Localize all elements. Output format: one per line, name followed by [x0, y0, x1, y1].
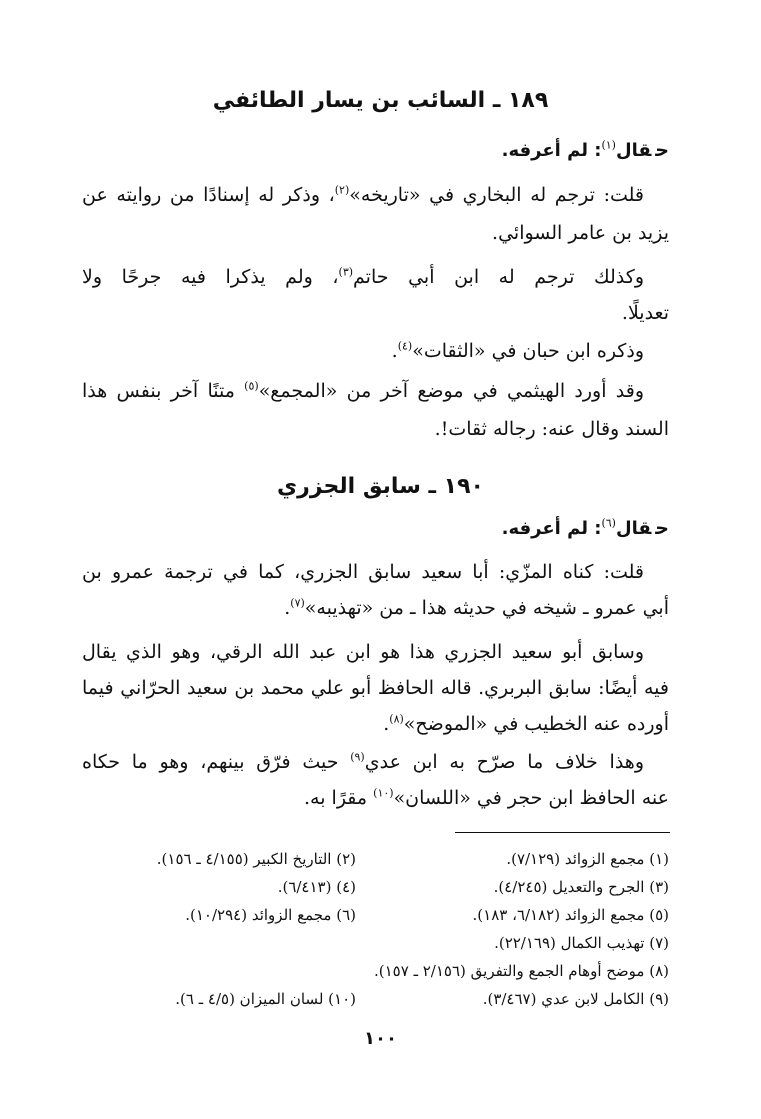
text-run: وذكره ابن حبان في «الثقات»: [412, 340, 644, 362]
footnote-ref-9: (٩): [350, 750, 365, 764]
text-run: متنًا آخر بنفس هذا: [82, 380, 245, 402]
footnote-ref-7: (٧): [290, 596, 305, 610]
entry-189-quote-line: [82, 135, 669, 166]
text-run: .: [284, 597, 291, 619]
qala-label: قال: [615, 518, 652, 539]
footnote-ref-8: (٨): [389, 712, 404, 726]
footnote-ref-5: (٥): [244, 379, 259, 393]
entry-190-paragraph-1-line-1: قلت: كناه المزّي: أبا سعيد سابق الجزري، كما في ترجمة عمرو بن: [82, 561, 644, 583]
footnote-separator: [455, 832, 670, 833]
footnote-4: (٤) (٦/٤١٣).: [277, 878, 356, 896]
footnote-6: (٦) مجمع الزوائد (١٠/٢٩٤).: [185, 906, 356, 924]
text-run: أورده عنه الخطيب في «الموضح»: [403, 713, 669, 735]
footnote-ref-10: (١٠): [373, 786, 394, 800]
bullet-marker: ح: [655, 139, 669, 161]
text-run: قلت: ترجم له البخاري في «تاريخه»: [349, 184, 645, 206]
entry-189-paragraph-2-line-2: تعديلًا.: [621, 302, 669, 324]
text-run: أبي عمرو ـ شيخه في حديثه هذا ـ من «تهذيبه»: [304, 597, 669, 619]
entry-190-paragraph-2-line-1: وسابق أبو سعيد الجزري هذا هو ابن عبد الله الرقي، وهو الذي يقال: [82, 641, 644, 663]
entry-189-paragraph-4-line-1: [82, 376, 644, 406]
entry-190-quote-line: [82, 513, 669, 544]
entry-190-paragraph-3-line-1: [82, 747, 644, 777]
text-run: وقد أورد الهيثمي في موضع آخر من «المجمع»: [258, 380, 644, 402]
entry-190-paragraph-3-line-2: [82, 783, 669, 813]
text-run: وهذا خلاف ما صرّح به ابن عدي: [364, 751, 644, 773]
entry-189-paragraph-3: [82, 336, 644, 366]
text-run: .: [391, 340, 398, 362]
entry-189-paragraph-1-line-1: [82, 180, 644, 210]
footnote-8: (٨) موضح أوهام الجمع والتفريق (٢/١٥٦ ـ ١٥٧).: [374, 962, 669, 980]
text-run: ، ولم يذكرا فيه جرحًا ولا: [82, 266, 339, 288]
entry-190-paragraph-2-line-2: فيه أيضًا: سابق البربري. قاله الحافظ أبو علي محمد بن سعيد الحرّاني فيما: [82, 677, 669, 699]
qala-text: : لم أعرفه.: [501, 518, 602, 539]
footnote-5: (٥) مجمع الزوائد (٦/١٨٢، ١٨٣).: [472, 906, 669, 924]
footnote-1: (١) مجمع الزوائد (٧/١٢٩).: [506, 850, 669, 868]
qala-text: : لم أعرفه.: [501, 140, 602, 161]
entry-189-paragraph-4-line-2: السند وقال عنه: رجاله ثقات!.: [434, 418, 669, 440]
entry-heading-189: ١٨٩ ـ السائب بن يسار الطائفي: [212, 88, 549, 113]
entry-heading-190: ١٩٠ ـ سابق الجزري: [277, 474, 484, 499]
entry-190-paragraph-1-line-2: [82, 593, 669, 623]
text-run: مقرًا به.: [303, 787, 374, 809]
bullet-marker: ح: [655, 517, 669, 539]
page-number: ١٠٠: [364, 1028, 397, 1049]
footnote-10: (١٠) لسان الميزان (٤/٥ ـ ٦).: [175, 990, 356, 1008]
text-run: .: [383, 713, 390, 735]
text-run: عنه الحافظ ابن حجر في «اللسان»: [393, 787, 669, 809]
entry-190-paragraph-2-line-3: [82, 709, 669, 739]
text-run: وكذلك ترجم له ابن أبي حاتم: [353, 266, 644, 288]
text-run: ، وذكر له إسنادًا من روايته عن: [82, 184, 335, 206]
entry-189-paragraph-2-line-1: [82, 262, 644, 292]
footnote-ref-4: (٤): [397, 339, 413, 353]
entry-189-paragraph-1-line-2: يزيد بن عامر السوائي.: [492, 222, 669, 244]
footnote-3: (٣) الجرح والتعديل (٤/٢٤٥).: [493, 878, 669, 896]
footnote-7: (٧) تهذيب الكمال (٢٢/١٦٩).: [494, 934, 669, 952]
footnote-ref-1: (١): [601, 138, 616, 152]
footnote-2: (٢) التاريخ الكبير (٤/١٥٥ ـ ١٥٦).: [156, 850, 356, 868]
footnote-ref-2: (٢): [334, 183, 350, 197]
footnote-9: (٩) الكامل لابن عدي (٣/٤٦٧).: [482, 990, 669, 1008]
text-run: حيث فرّق بينهم، وهو ما حكاه: [82, 751, 351, 773]
footnote-ref-6: (٦): [601, 516, 616, 530]
footnote-ref-3: (٣): [338, 265, 354, 279]
qala-label: قال: [615, 140, 652, 161]
